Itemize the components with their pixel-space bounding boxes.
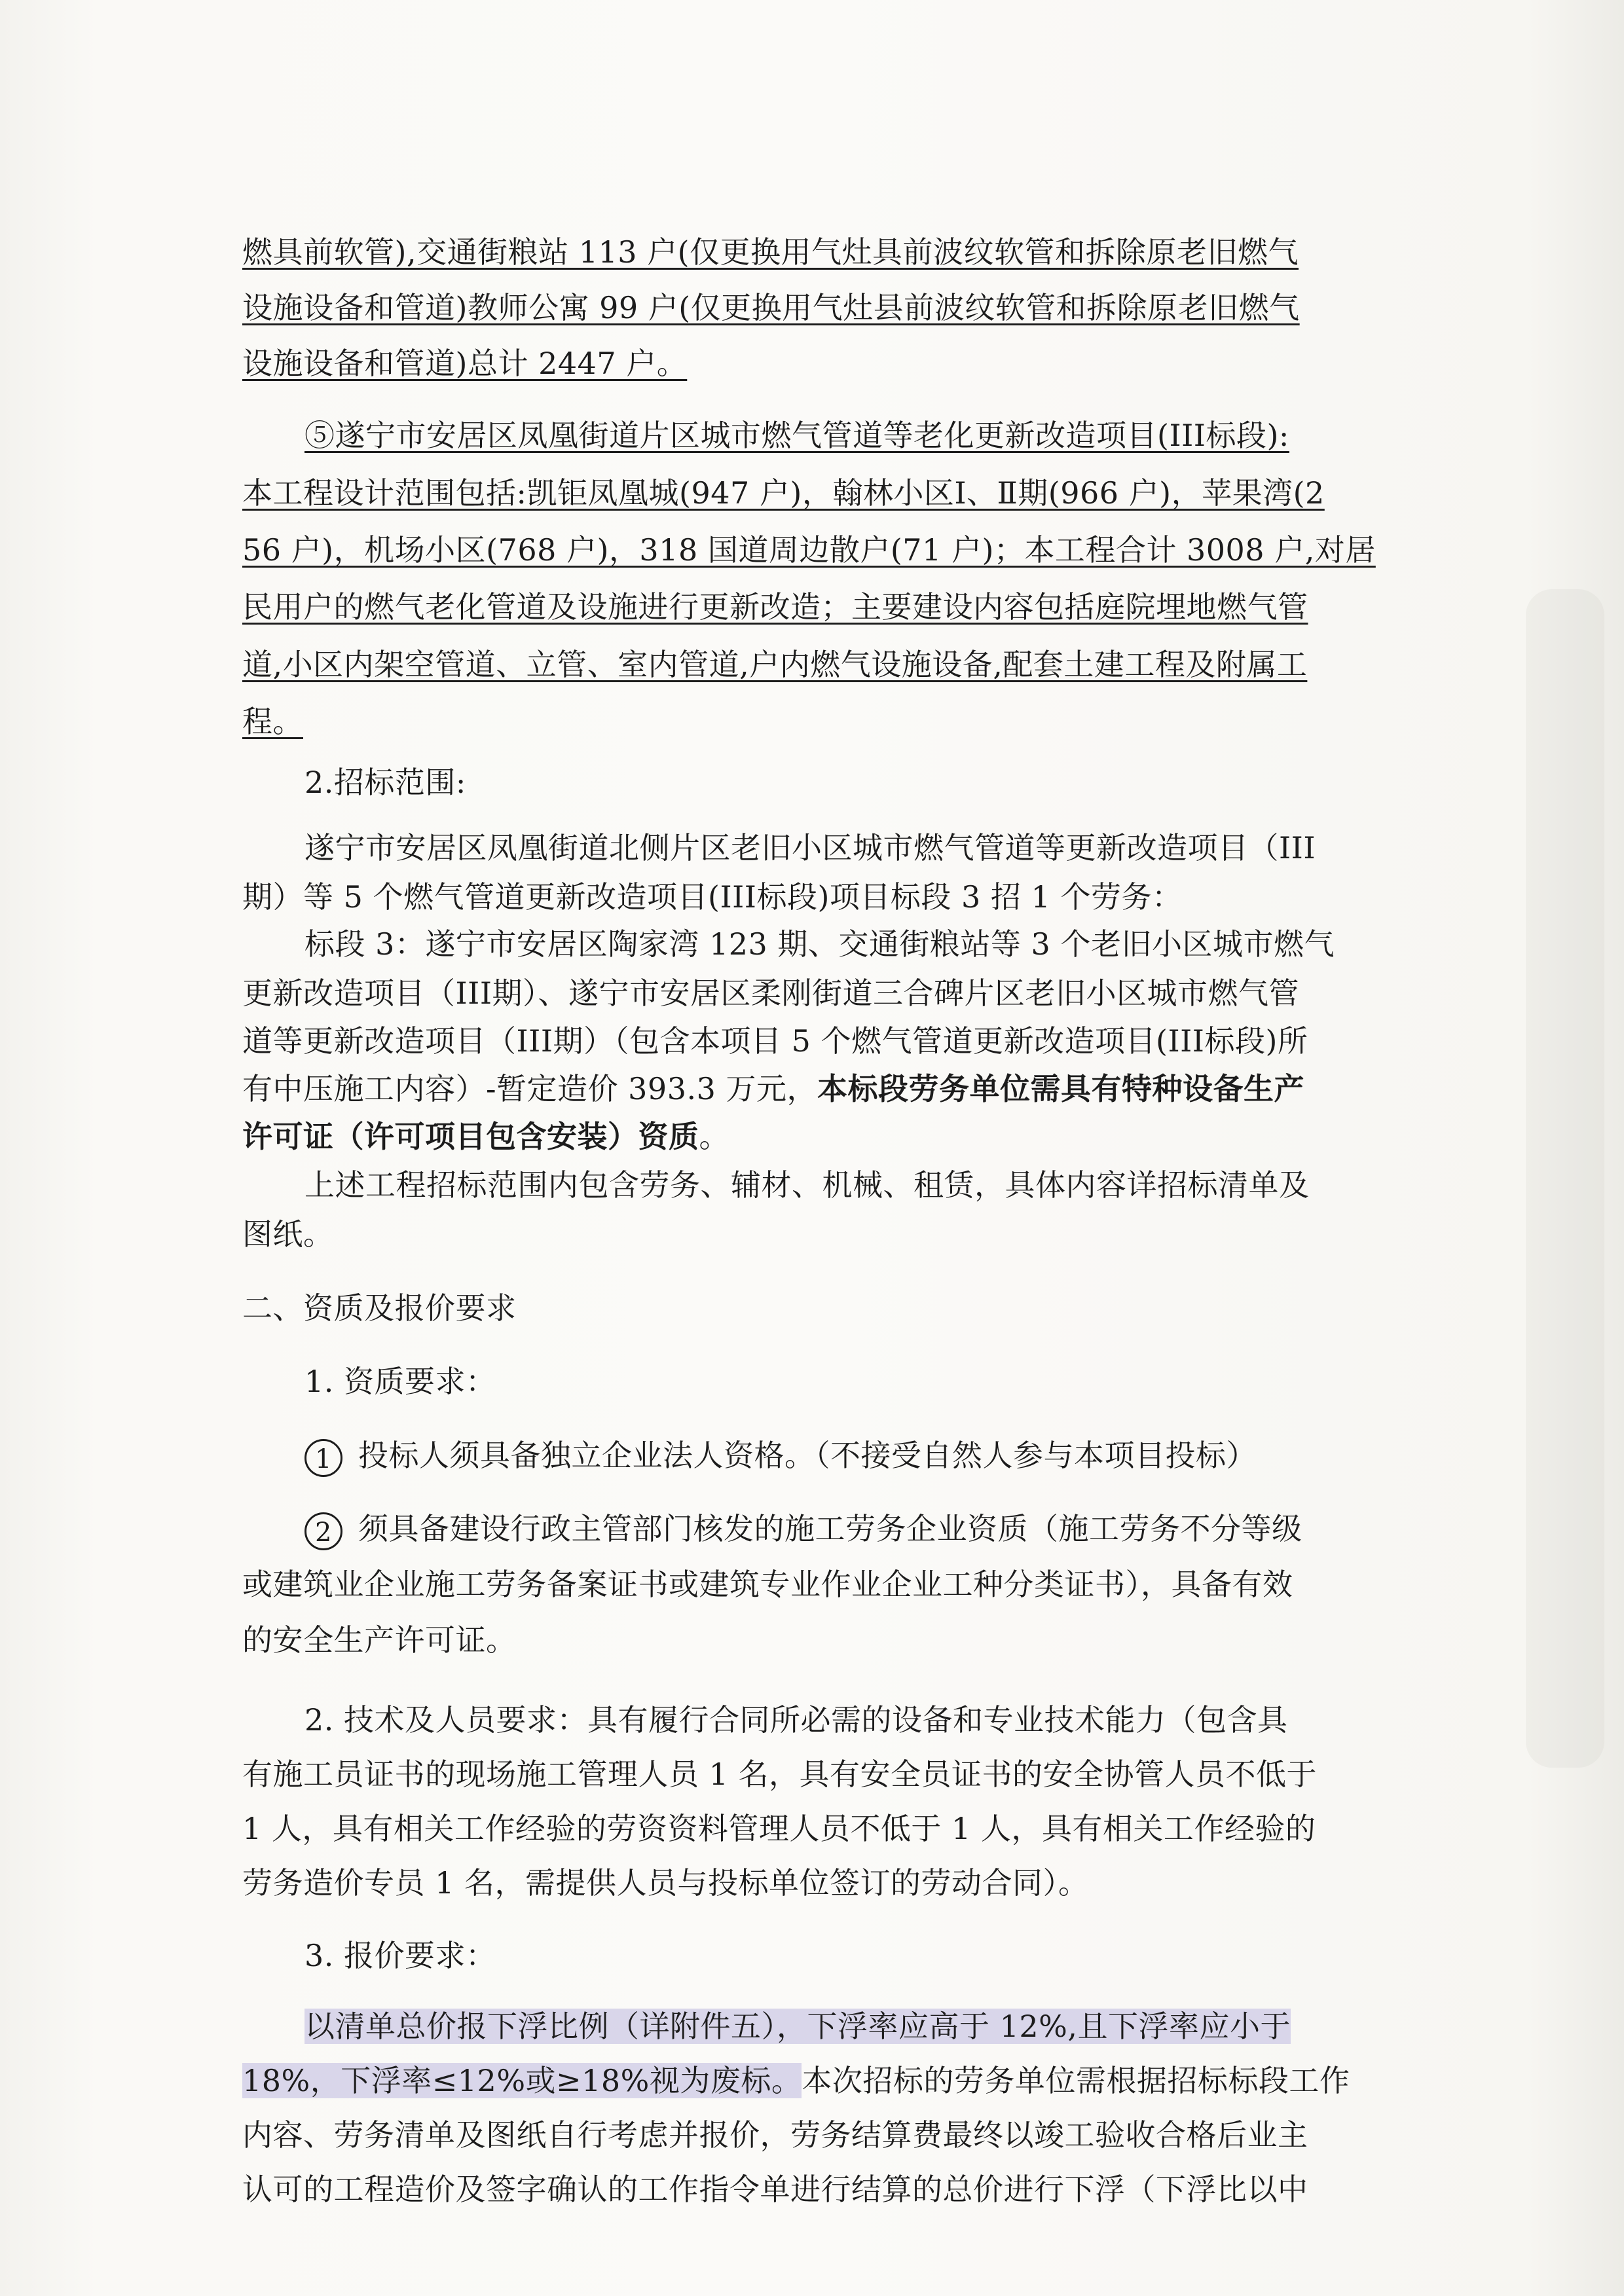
scan-shadow bbox=[1526, 589, 1604, 1768]
text-line: 认可的工程造价及签字确认的工作指令单进行结算的总价进行下浮（下浮比以中 bbox=[242, 2172, 1308, 2207]
text-line: 内容、劳务清单及图纸自行考虑并报价，劳务结算费最终以竣工验收合格后业主 bbox=[242, 2117, 1308, 2153]
list-item bbox=[304, 1436, 1382, 1477]
circled-number: 1 bbox=[304, 1439, 342, 1477]
text-line: 更新改造项目（III期）、遂宁市安居区柔刚街道三合碑片区老旧小区城市燃气管 bbox=[242, 975, 1300, 1011]
text-span: 有中压施工内容）-暂定造价 393.3 万元， bbox=[242, 1071, 817, 1106]
list-item-text: 投标人须具备独立企业法人资格。（不接受自然人参与本项目投标） bbox=[358, 1438, 1257, 1473]
bold-requirement: 许可证（许可项目包含安装）资质 bbox=[242, 1119, 699, 1154]
text-line: 上述工程招标范围内包含劳务、辅材、机械、租赁，具体内容详招标清单及 bbox=[304, 1167, 1310, 1203]
text-span: 本次招标的劳务单位需根据招标标段工作 bbox=[802, 2063, 1350, 2098]
bold-requirement: 本标段劳务单位需具有特种设备生产 bbox=[817, 1071, 1304, 1106]
text-line: 期）等 5 个燃气管道更新改造项目(III标段)项目标段 3 招 1 个劳务： bbox=[242, 879, 1183, 915]
text-line bbox=[242, 2061, 1382, 2100]
text-line: 或建筑业企业施工劳务备案证书或建筑专业作业企业工种分类证书），具备有效 bbox=[242, 1567, 1293, 1602]
subheading-scope: 2.招标范围: bbox=[304, 765, 466, 800]
text-line: 劳务造价专员 1 名，需提供人员与投标单位签订的劳动合同）。 bbox=[242, 1865, 1089, 1901]
list-item bbox=[304, 1509, 1382, 1550]
highlighted-text: 18%，下浮率≤12%或≥18%视为废标。 bbox=[242, 2063, 802, 2098]
text-line: 的安全生产许可证。 bbox=[242, 1622, 517, 1658]
text-line: 民用户的燃气老化管道及设施进行更新改造；主要建设内容包括庭院埋地燃气管 bbox=[242, 589, 1308, 625]
text-line: 有施工员证书的现场施工管理人员 1 名，具有安全员证书的安全协管人员不低于 bbox=[242, 1757, 1318, 1792]
text-line: 设施设备和管道)总计 2447 户。 bbox=[242, 346, 688, 381]
text-line: 56 户)，机场小区(768 户)，318 国道周边散户(71 户)；本工程合计 3008 户,对居 bbox=[242, 532, 1376, 568]
list-item-text: 须具备建设行政主管部门核发的施工劳务企业资质（施工劳务不分等级 bbox=[358, 1511, 1302, 1546]
text-line: 道等更新改造项目（III期）（包含本项目 5 个燃气管道更新改造项目(III标段)所 bbox=[242, 1023, 1308, 1059]
text-line: 本工程设计范围包括:凯钜凤凰城(947 户)，翰林小区Ⅰ、Ⅱ期(966 户)，苹果湾(2 bbox=[242, 475, 1325, 511]
text-line: 图纸。 bbox=[242, 1216, 334, 1252]
section-heading-lot3: ⑤遂宁市安居区凤凰街道片区城市燃气管道等老化更新改造项目(III标段): bbox=[304, 418, 1289, 453]
text-line: 程。 bbox=[242, 704, 303, 739]
text-line: 2. 技术及人员要求：具有履行合同所必需的设备和专业技术能力（包含具 bbox=[304, 1702, 1288, 1738]
text-span: 。 bbox=[699, 1119, 729, 1154]
circled-number: 2 bbox=[304, 1512, 342, 1550]
text-line: 1 人，具有相关工作经验的劳资资料管理人员不低于 1 人，具有相关工作经验的 bbox=[242, 1811, 1316, 1846]
text-line: 燃具前软管),交通街粮站 113 户(仅更换用气灶具前波纹软管和拆除原老旧燃气 bbox=[242, 234, 1299, 270]
text-line: 设施设备和管道)教师公寓 99 户(仅更换用气灶县前波纹软管和拆除原老旧燃气 bbox=[242, 290, 1300, 325]
text-line: 道,小区内架空管道、立管、室内管道,户内燃气设施设备,配套土建工程及附属工 bbox=[242, 647, 1308, 682]
section-heading: 二、资质及报价要求 bbox=[242, 1290, 517, 1326]
subheading-pricing: 3. 报价要求： bbox=[304, 1938, 496, 1973]
subheading-qualification: 1. 资质要求： bbox=[304, 1364, 496, 1399]
text-line bbox=[242, 1117, 1382, 1156]
text-line bbox=[304, 2007, 1382, 2046]
text-line: 遂宁市安居区凤凰街道北侧片区老旧小区城市燃气管道等更新改造项目（III bbox=[304, 830, 1316, 866]
text-line: 标段 3：遂宁市安居区陶家湾 123 期、交通街粮站等 3 个老旧小区城市燃气 bbox=[304, 926, 1335, 962]
text-line bbox=[242, 1069, 1382, 1108]
highlighted-text: 以清单总价报下浮比例（详附件五），下浮率应高于 12%,且下浮率应小于 bbox=[304, 2009, 1291, 2044]
